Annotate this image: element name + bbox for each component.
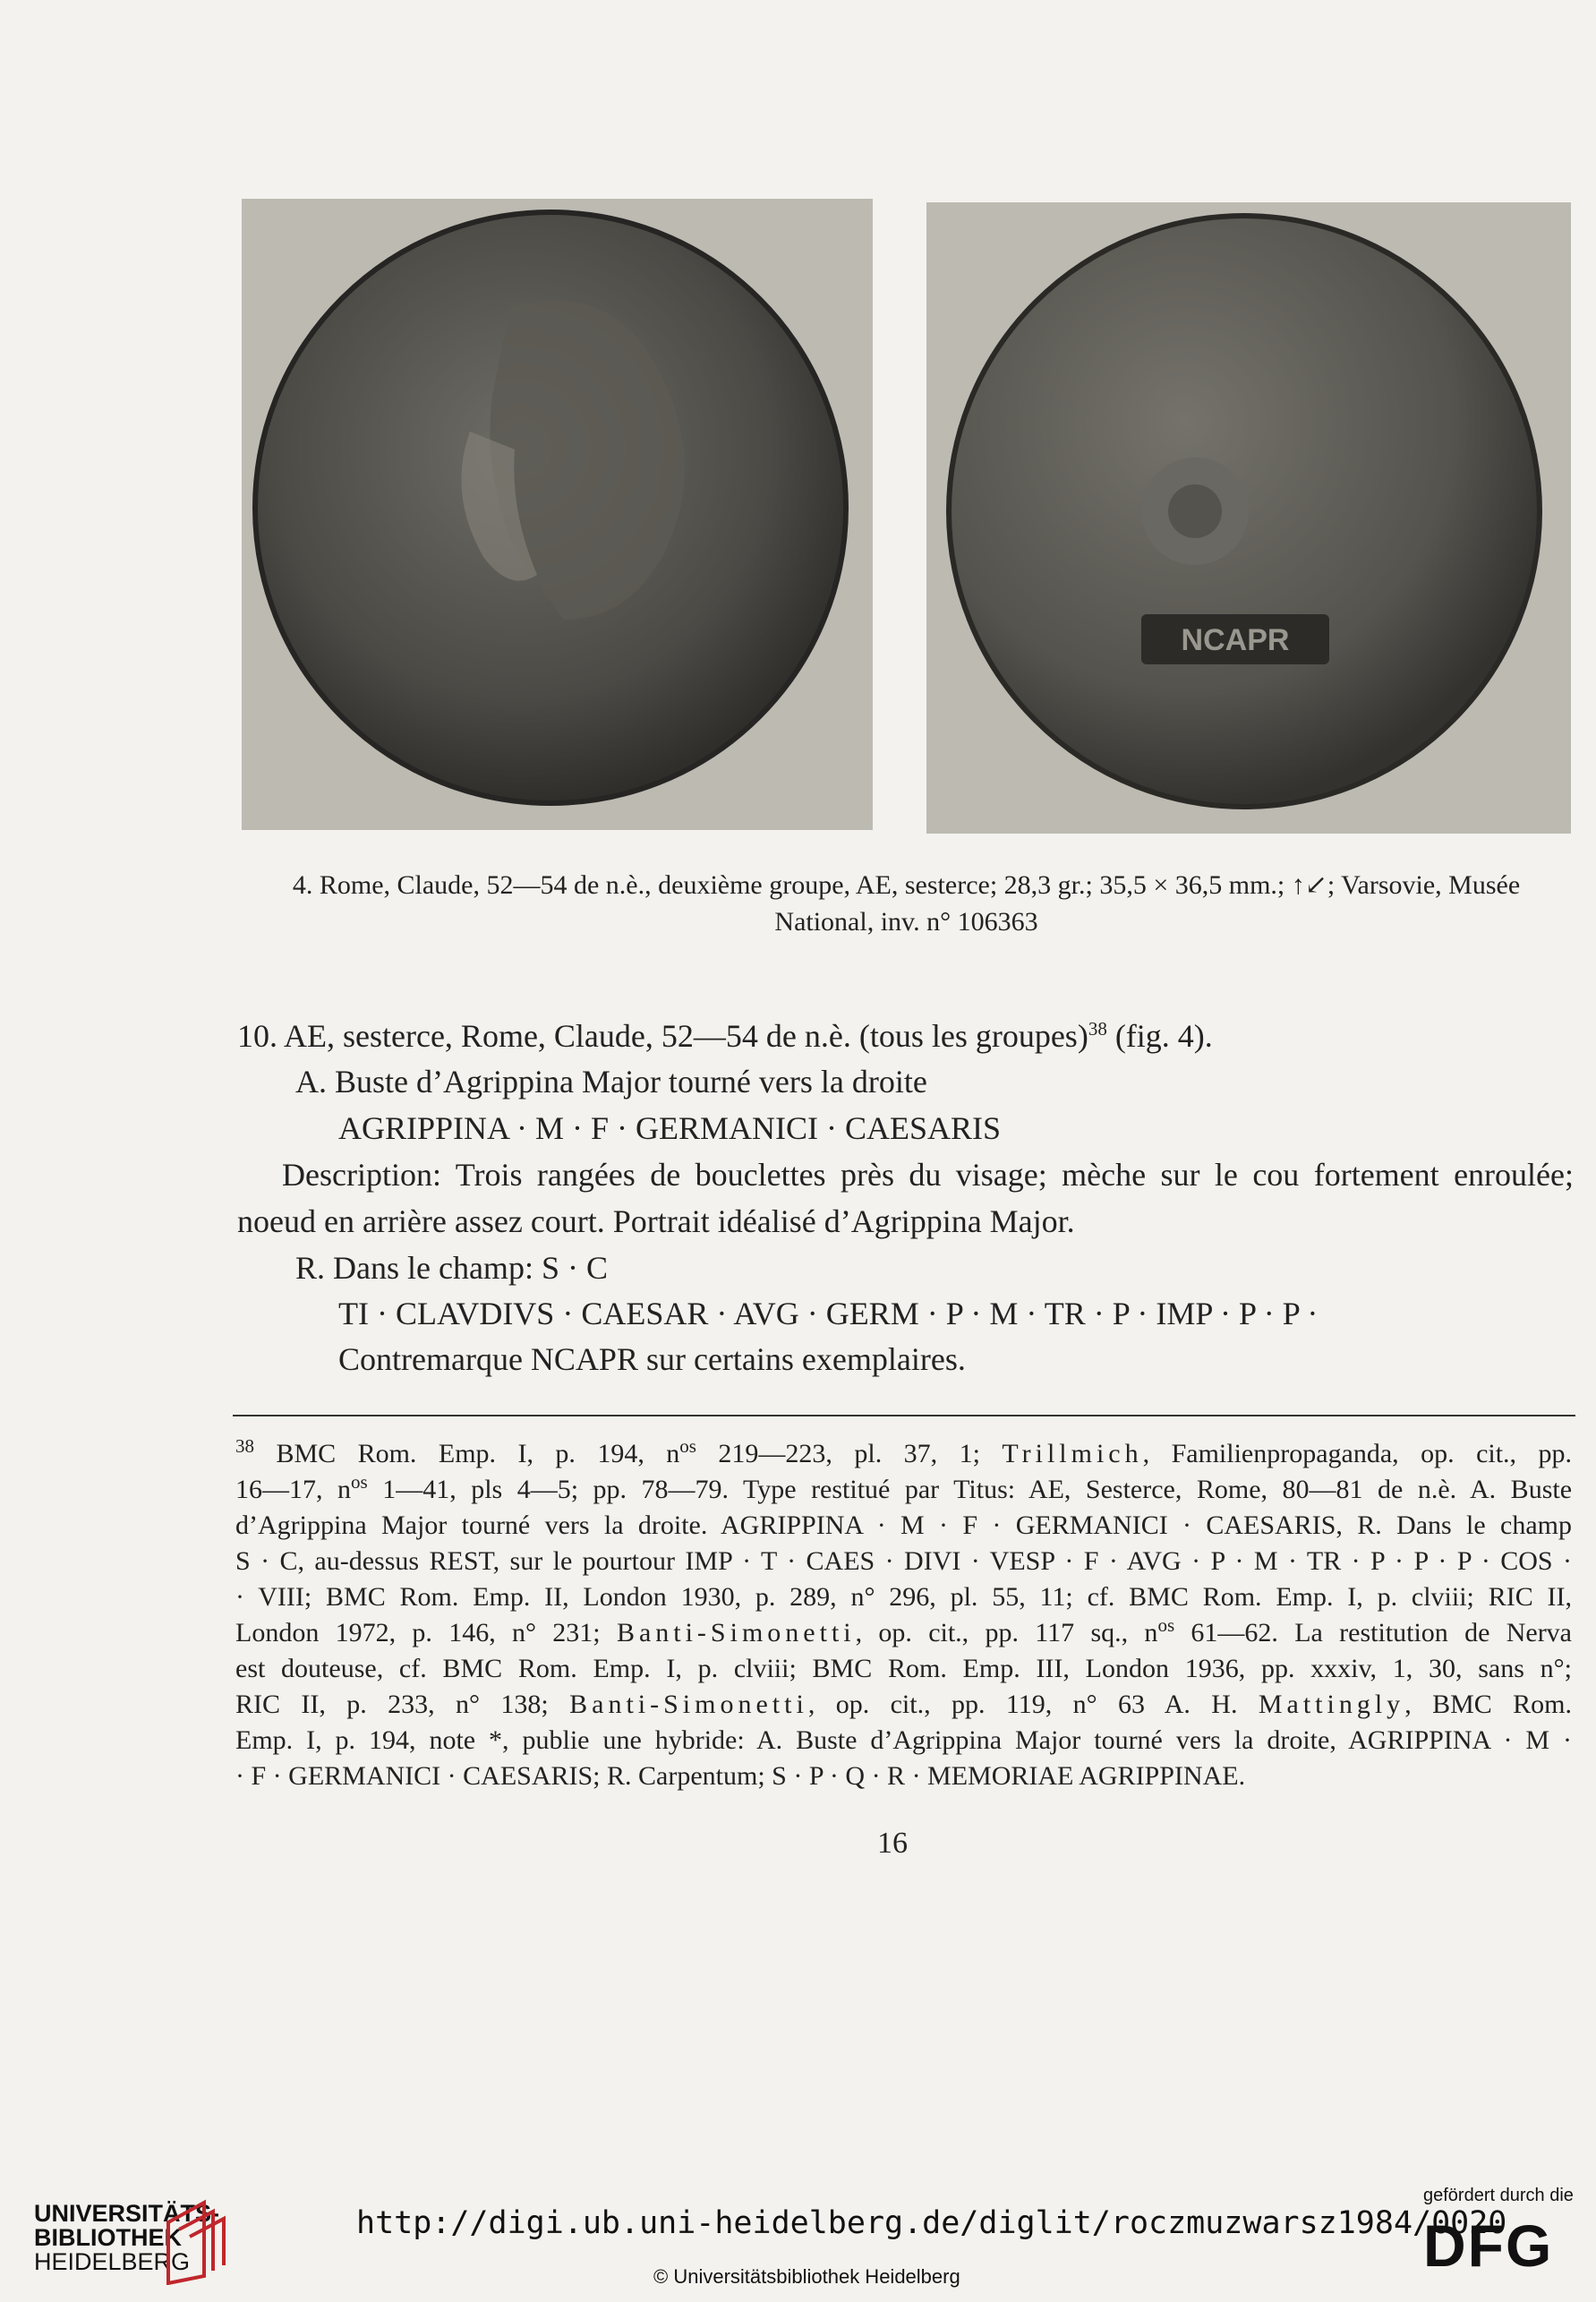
fn-text: 219—223, pl. 37, 1;: [696, 1439, 1003, 1468]
description-line-2: noeud en arrière assez court. Portrait idéalisé d’Agrippina Major.: [237, 1203, 1075, 1239]
fn-sup: os: [1157, 1614, 1175, 1636]
library-logo-icon: [159, 2195, 231, 2285]
fn-text: , BMC Rom.: [1404, 1690, 1572, 1719]
footnote-line-3: d’Agrippina Major tourné vers la droite. AGRIPPINA · M · F · GERMANICI · CAESARIS, R. Dans le champ: [235, 1510, 1572, 1540]
fn-text: , op. cit., pp. 117 sq., n: [855, 1618, 1158, 1647]
fn-text: London 1972, p. 146, n° 231;: [235, 1618, 617, 1647]
entry-text: 10. AE, sesterce, Rome, Claude, 52—54 de n.è. (tous les groupes): [237, 1018, 1088, 1054]
funded-by-label: gefördert durch die: [1423, 2186, 1574, 2205]
obverse-legend: AGRIPPINA · M · F · GERMANICI · CAESARIS: [338, 1110, 1002, 1146]
fn-text: 16—17, n: [235, 1475, 352, 1504]
library-name-line-2: BIBLIOTHEK: [34, 2224, 182, 2251]
copyright-notice: © Universitätsbibliothek Heidelberg: [653, 2265, 960, 2288]
footnote-line-4: S · C, au-dessus REST, sur le pourtour IMP · T · CAES · DIVI · VESP · F · AVG · P · M · TR · P · P · P · COS ·: [235, 1546, 1572, 1576]
reverse-heading: R. Dans le champ: S · C: [295, 1250, 608, 1286]
countermark-stamp: NCAPR: [1181, 623, 1290, 657]
fn-text: , Familienpropaganda, op. cit., pp.: [1142, 1439, 1572, 1468]
coin-obverse-image: [242, 199, 873, 830]
fn-text: , op. cit., pp. 119, n° 63 A. H.: [807, 1690, 1259, 1719]
fn-text: BMC Rom. Emp. I, p. 194, n: [254, 1439, 680, 1468]
coin-reverse-photo: [926, 202, 1571, 834]
dfg-logo: DFG: [1423, 2212, 1554, 2279]
entry-fig-ref: (fig. 4).: [1106, 1018, 1213, 1054]
figure-caption-line-1: 4. Rome, Claude, 52—54 de n.è., deuxième groupe, AE, sesterce; 28,3 gr.; 35,5 × 36,5 mm.; ↑↙; Varsovie, Musée: [292, 870, 1521, 900]
footnote-marker: 38: [235, 1435, 254, 1457]
reverse-legend: TI · CLAVDIVS · CAESAR · AVG · GERM · P · M · TR · P · IMP · P · P ·: [338, 1296, 1319, 1331]
coin-obverse-photo: [242, 199, 873, 830]
fn-sup: os: [679, 1435, 696, 1457]
fn-author: Banti-Simonetti: [569, 1690, 808, 1719]
coin-reverse-image: [926, 202, 1571, 834]
fn-text: RIC II, p. 233, n° 138;: [235, 1690, 570, 1719]
footnote-line-2: [235, 1472, 1572, 1508]
figure-caption-line-2: National, inv. n° 106363: [774, 907, 1038, 937]
footnote-line-1: [235, 1436, 1572, 1472]
footnote-line-7: est douteuse, cf. BMC Rom. Emp. I, p. clviii; BMC Rom. Emp. III, London 1936, pp. xxxiv, 1, 30, sans n°;: [235, 1654, 1572, 1683]
obverse-heading: A. Buste d’Agrippina Major tourné vers la droite: [295, 1064, 927, 1100]
footnote-rule: [233, 1415, 1575, 1416]
footnote-line-8: [235, 1687, 1572, 1723]
footnote-line-6: [235, 1615, 1572, 1651]
fn-author: Trillmich: [1002, 1439, 1143, 1468]
footnote-line-5: · VIII; BMC Rom. Emp. II, London 1930, p. 289, n° 296, pl. 55, 11; cf. BMC Rom. Emp. I, p. clviii; RIC II,: [235, 1582, 1572, 1612]
fn-sup: os: [351, 1471, 368, 1493]
catalogue-entry: [237, 1014, 1213, 1057]
page-number: 16: [877, 1827, 908, 1860]
permalink-url[interactable]: http://digi.ub.uni-heidelberg.de/diglit/roczmuzwarsz1984/0020: [356, 2205, 1507, 2241]
footnote-ref: 38: [1088, 1018, 1107, 1040]
fn-author: Mattingly: [1258, 1690, 1405, 1719]
description-line-1: Description: Trois rangées de bouclettes près du visage; mèche sur le cou fortement enroulée;: [282, 1157, 1574, 1193]
fn-author: Banti-Simonetti: [616, 1618, 856, 1647]
countermark-note: Contremarque NCAPR sur certains exemplaires.: [338, 1341, 966, 1377]
fn-text: 1—41, pls 4—5; pp. 78—79. Type restitué par Titus: AE, Sesterce, Rome, 80—81 de n.è. A. Buste: [367, 1475, 1573, 1504]
footnote-line-9: Emp. I, p. 194, note *, publie une hybride: A. Buste d’Agrippina Major tourné vers la droite, AGRIPPINA · M ·: [235, 1725, 1572, 1755]
library-name-line-1: UNIVERSITÄTS-: [34, 2200, 220, 2227]
footnote-line-10: · F · GERMANICI · CAESARIS; R. Carpentum; S · P · Q · R · MEMORIAE AGRIPPINAE.: [235, 1761, 1246, 1791]
library-name-line-3: HEIDELBERG: [34, 2248, 191, 2275]
fn-text: 61—62. La restitution de Nerva: [1174, 1618, 1572, 1647]
